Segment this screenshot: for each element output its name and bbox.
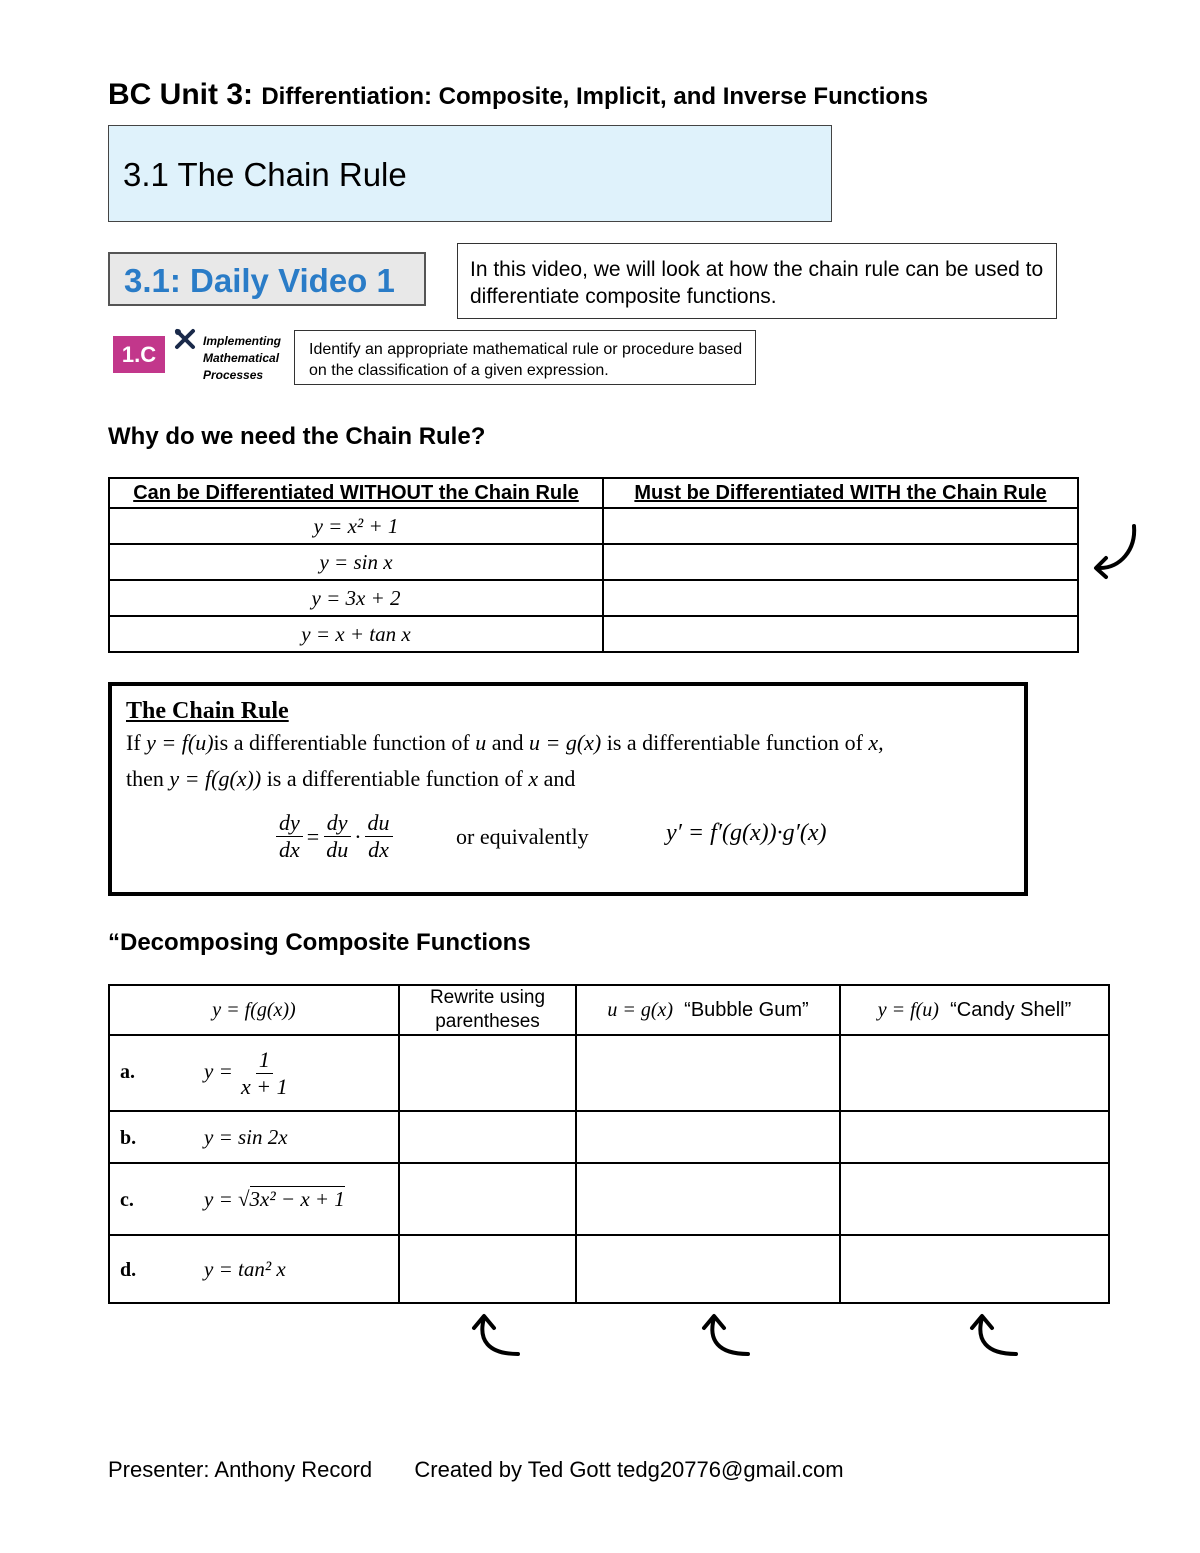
row-label: c. xyxy=(120,1188,134,1211)
radical-sign: √ xyxy=(238,1186,250,1211)
return-arrow-icon xyxy=(1090,520,1140,580)
row-expression xyxy=(204,1186,345,1211)
row-expression: y = sin 2x xyxy=(204,1124,288,1149)
chain-rule-title: The Chain Rule xyxy=(126,698,289,724)
math: u = g(x) xyxy=(528,730,602,755)
answer-cell[interactable] xyxy=(840,1163,1109,1235)
decompose-table xyxy=(108,984,1110,1304)
video-intro-box xyxy=(457,243,1057,319)
equals-sign: = xyxy=(306,823,320,849)
chain-rule-condition xyxy=(126,730,884,756)
dot-sign: · xyxy=(354,823,362,849)
prime-formula: y′ = f′(g(x))·g′(x) xyxy=(666,820,827,846)
denominator: dx xyxy=(368,837,389,862)
math: u = g(x) xyxy=(607,999,674,1021)
numerator: du xyxy=(365,810,393,837)
equivalently-text: or equivalently xyxy=(456,824,589,849)
answer-cell[interactable] xyxy=(576,1035,840,1111)
answer-cell[interactable] xyxy=(576,1163,840,1235)
section-title: 3.1 The Chain Rule xyxy=(123,156,407,193)
skill-category-line: Mathematical xyxy=(203,351,280,365)
numerator: dy xyxy=(324,810,351,837)
chain-rule-conclusion xyxy=(126,766,575,792)
math: y = xyxy=(204,1186,233,1211)
column-header-outer xyxy=(840,985,1109,1035)
skill-category-line: Processes xyxy=(203,368,264,382)
table-header-row xyxy=(109,478,1078,508)
fraction-dy-du xyxy=(323,810,351,863)
footer xyxy=(108,1457,844,1483)
text: and xyxy=(543,766,576,791)
table-row xyxy=(109,544,1078,580)
comparison-table xyxy=(108,477,1079,653)
function-cell xyxy=(109,1111,399,1163)
column-header-with: Must be Differentiated WITH the Chain Rule xyxy=(603,478,1078,508)
answer-cell[interactable] xyxy=(603,616,1078,652)
function-cell xyxy=(109,1163,399,1235)
answer-cell[interactable] xyxy=(603,544,1078,580)
text: and xyxy=(491,730,524,755)
text: “Bubble Gum” xyxy=(684,999,809,1021)
presenter-credit: Presenter: Anthony Record xyxy=(108,1457,373,1482)
answer-cell[interactable] xyxy=(840,1035,1109,1111)
row-expression xyxy=(204,1046,291,1099)
answer-cell[interactable] xyxy=(840,1111,1109,1163)
unit-title xyxy=(108,78,928,112)
video-intro-text: In this video, we will look at how the chain rule can be used to differentiate composite functions. xyxy=(470,258,1044,308)
row-label: a. xyxy=(120,1060,135,1083)
table-row xyxy=(109,1235,1109,1303)
math: y = f(u) xyxy=(146,730,214,755)
answer-cell[interactable] xyxy=(576,1111,840,1163)
row-expression: y = tan² x xyxy=(204,1256,286,1281)
row-label: d. xyxy=(120,1258,137,1281)
answer-cell[interactable] xyxy=(399,1163,576,1235)
row-label: b. xyxy=(120,1126,137,1149)
answer-cell[interactable] xyxy=(603,508,1078,544)
text: then xyxy=(126,766,164,791)
answer-cell[interactable] xyxy=(399,1111,576,1163)
function-cell: y = x² + 1 xyxy=(109,508,603,544)
numerator: 1 xyxy=(256,1047,273,1074)
answer-cell[interactable] xyxy=(399,1035,576,1111)
video-title: 3.1: Daily Video 1 xyxy=(124,262,395,299)
up-arrow-icon xyxy=(468,1310,528,1366)
function-cell: y = x + tan x xyxy=(109,616,603,652)
function-cell xyxy=(109,1035,399,1111)
creator-credit: Created by Ted Gott tedg20776@gmail.com xyxy=(414,1457,844,1482)
math: x xyxy=(528,766,539,791)
denominator: dx xyxy=(279,837,300,862)
text: is a differentiable function of xyxy=(606,730,863,755)
fraction xyxy=(238,1047,291,1100)
denominator: x + 1 xyxy=(241,1073,288,1099)
table-row xyxy=(109,616,1078,652)
function-cell: y = sin x xyxy=(109,544,603,580)
text: If xyxy=(126,730,141,755)
unit-label: BC Unit 3: xyxy=(108,78,253,111)
math: y = xyxy=(204,1058,233,1083)
skill-description: Identify an appropriate mathematical rule or procedure based on the classification of a given expression. xyxy=(309,341,743,379)
answer-cell[interactable] xyxy=(840,1235,1109,1303)
unit-subtitle: Differentiation: Composite, Implicit, and Inverse Functions xyxy=(261,83,929,110)
table-row xyxy=(109,1111,1109,1163)
up-arrow-icon xyxy=(698,1310,758,1366)
video-title-box xyxy=(108,252,426,306)
column-header-without: Can be Differentiated WITHOUT the Chain Rule xyxy=(109,478,603,508)
numerator: dy xyxy=(276,810,303,837)
skill-category-line: Implementing xyxy=(203,334,282,348)
chain-rule-box xyxy=(108,682,1028,896)
answer-cell[interactable] xyxy=(576,1235,840,1303)
fraction-du-dx xyxy=(365,810,393,863)
function-cell xyxy=(109,1235,399,1303)
radicand: 3x² − x + 1 xyxy=(249,1186,345,1211)
table-row xyxy=(109,508,1078,544)
math: x, xyxy=(868,730,884,755)
function-cell: y = 3x + 2 xyxy=(109,580,603,616)
skill-code-badge: 1.C xyxy=(113,336,165,373)
column-header-rewrite: Rewrite using parentheses xyxy=(399,985,576,1035)
skill-description-box xyxy=(294,330,756,385)
text: is a differentiable function of xyxy=(213,730,470,755)
text: “Candy Shell” xyxy=(950,999,1072,1021)
column-header-inner xyxy=(576,985,840,1035)
tools-icon xyxy=(174,328,196,350)
fraction-dy-dx xyxy=(276,810,303,863)
answer-cell[interactable] xyxy=(399,1235,576,1303)
up-arrow-icon xyxy=(966,1310,1026,1366)
section-title-box xyxy=(108,125,832,222)
math: y = f(g(x)) xyxy=(169,766,262,791)
leibniz-formula xyxy=(276,810,393,863)
answer-cell[interactable] xyxy=(603,580,1078,616)
skill-category xyxy=(203,333,281,384)
table-row xyxy=(109,1035,1109,1111)
math: y = f(u) xyxy=(877,999,939,1021)
why-heading: Why do we need the Chain Rule? xyxy=(108,423,486,450)
text: is a differentiable function of xyxy=(266,766,523,791)
column-header-composite: y = f(g(x)) xyxy=(109,985,399,1035)
table-row xyxy=(109,1163,1109,1235)
math: u xyxy=(475,730,487,755)
decompose-heading: “Decomposing Composite Functions xyxy=(108,929,531,956)
denominator: du xyxy=(326,837,349,862)
table-header-row xyxy=(109,985,1109,1035)
table-row xyxy=(109,580,1078,616)
